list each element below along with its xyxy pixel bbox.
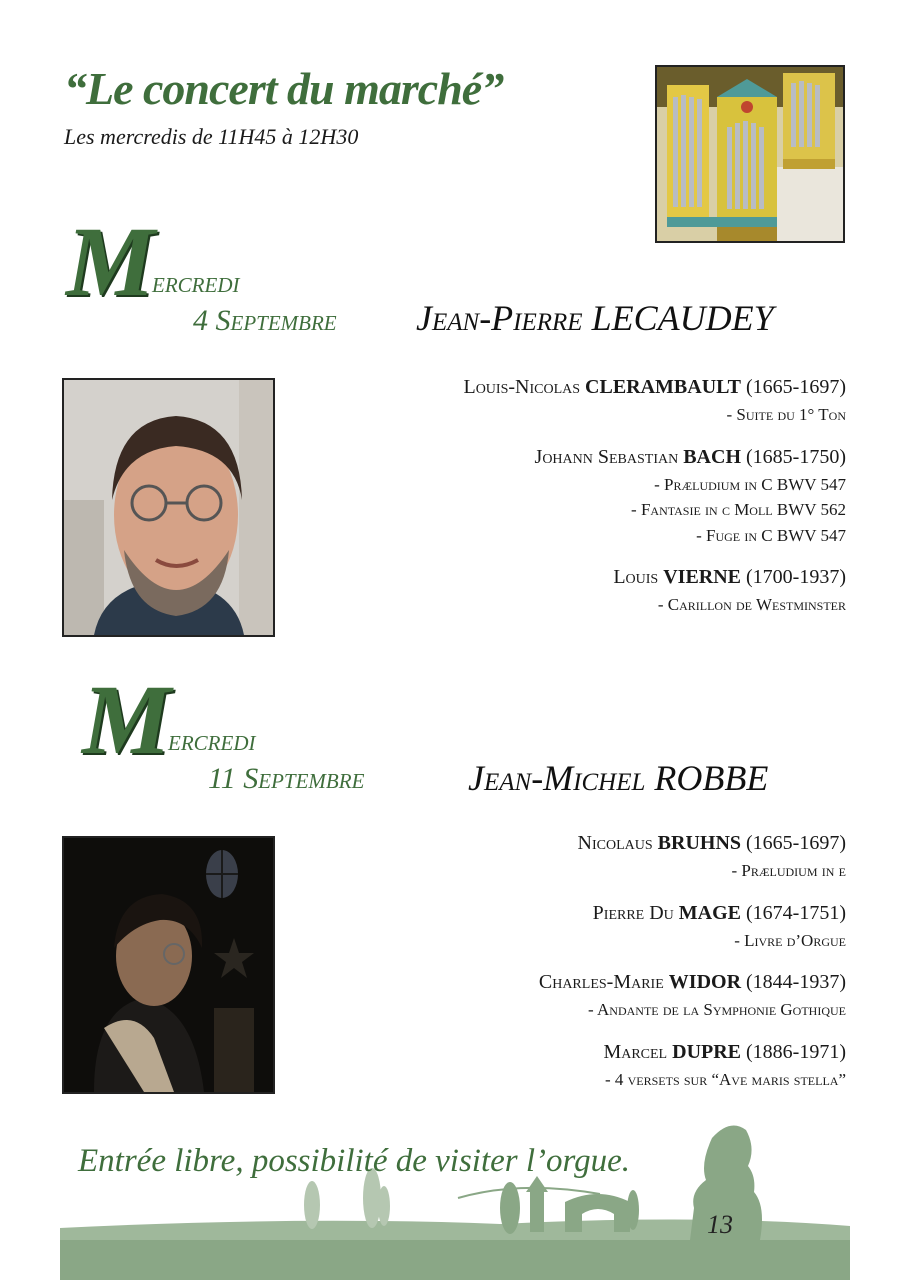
organ-illustration [657,67,843,241]
day-name-2: ercredi [168,724,256,757]
composer-years: (1674-1751) [746,901,846,924]
composer-surname: MAGE [678,901,742,924]
composer-line [539,967,846,997]
page-number: 13 [707,1210,733,1239]
portrait-illustration-2 [64,838,273,1092]
composer-surname: BRUHNS [657,832,742,854]
composer-years: (1886-1971) [746,1040,846,1063]
day-initial-1: M [66,206,155,317]
composer-given-name: Charles-Marie [538,971,664,993]
program-1 [463,372,846,618]
composer-given-name: Louis-Nicolas [463,376,581,398]
piece-title: - Carillon de Westminster [657,595,846,614]
composer-surname: VIERNE [663,566,742,588]
composer-years: (1700-1937) [746,566,846,588]
composer-line [463,372,846,402]
composer-given-name: Pierre Du [592,901,674,924]
day-initial-2: M [82,664,171,775]
program-2 [539,828,846,1092]
composer-surname: CLERAMBAULT [585,376,742,398]
composer-line [463,442,846,472]
composer-line [539,1037,846,1067]
composer-years: (1844-1937) [746,971,846,993]
performer-name-2: Jean-Michel ROBBE [468,758,769,798]
piece-title: - Præludium in C BWV 547 [654,474,846,494]
composer-line [539,828,846,858]
concert-date-1: 4 Septembre [193,304,337,337]
piece-title: - Fantasie in c Moll BWV 562 [631,500,846,519]
schedule-subtitle: Les mercredis de 11H45 à 12H30 [64,124,359,149]
composer-line [463,562,846,592]
portrait-illustration-1 [64,380,273,635]
footer-landscape-banner [0,1110,904,1280]
performer-portrait-1 [62,378,275,637]
organ-photo [655,65,845,243]
piece-title: - Fuge in C BWV 547 [696,525,846,545]
piece-title: - 4 versets sur “Ave maris stella” [604,1069,846,1089]
composer-given-name: Marcel [603,1040,668,1063]
day-name-1: ercredi [152,266,240,299]
composer-given-name: Nicolaus [577,832,653,854]
piece-title: - Præludium in e [731,861,846,880]
piece-title: - Andante de la Symphonie Gothique [588,1000,846,1019]
composer-given-name: Johann Sebastian [534,445,679,468]
performer-portrait-2 [62,836,275,1094]
piece-title: - Suite du 1° Ton [726,405,846,424]
concert-date-2: 11 Septembre [208,762,365,795]
composer-surname: WIDOR [668,971,742,993]
composer-years: (1685-1750) [746,445,846,468]
composer-surname: DUPRE [672,1040,742,1063]
footer-note: Entrée libre, possibilité de visiter l’orgue. [78,1143,631,1179]
composer-years: (1665-1697) [746,832,846,854]
composer-line [539,898,846,928]
composer-years: (1665-1697) [746,376,846,398]
performer-name-1: Jean-Pierre LECAUDEY [416,298,774,338]
page-title: “Le concert du marché” [64,63,504,114]
composer-given-name: Louis [613,566,659,588]
piece-title: - Livre d’Orgue [734,930,846,950]
composer-surname: BACH [683,445,742,468]
